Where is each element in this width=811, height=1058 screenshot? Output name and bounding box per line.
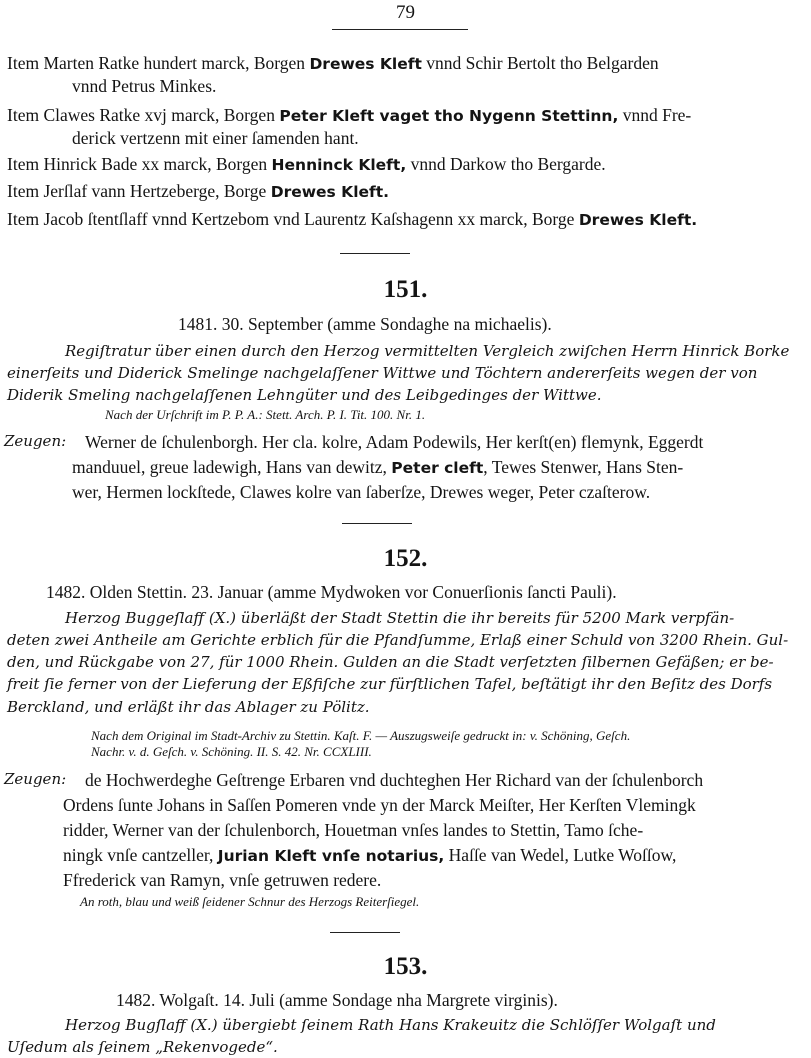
summary-line: Herzog Buggeſlaff (X.) überläßt der Stadt Stettin die ihr bereits für 5200 Mark verpfän-: [65, 609, 735, 627]
summary-line: Diderik Smeling nachgelaſſenen Lehngüter und des Leibgedinges der Wittwe.: [7, 386, 602, 404]
item-text: vnnd Petrus Minkes.: [72, 76, 217, 96]
item-line: [7, 153, 606, 176]
section-divider: [340, 253, 410, 254]
item-line: [7, 104, 691, 127]
source-note: Nach der Urſchrift im P. P. A.: Stett. Arch. P. I. Tit. 100. Nr. 1.: [105, 407, 426, 422]
witness-line: Ordens ſunte Johans in Saſſen Pomeren vnde yn der Marck Meiſter, Her Kerſten Vlemingk: [63, 795, 696, 815]
surety-name: Drewes Kleft.: [578, 211, 698, 229]
page-number-rule: [332, 29, 468, 30]
summary-line: Regiſtratur über einen durch den Herzog vermittelten Vergleich zwiſchen Herrn Hinrick Borke: [65, 342, 790, 360]
item-line: [7, 208, 697, 231]
item-text: vnnd Fre-: [618, 105, 692, 125]
summary-line: den, und Rückgabe von 27, für 1000 Rhein. Gulden an die Stadt verſetzten ſilbernen Gefäßen; er be-: [7, 653, 774, 671]
summary-line: einerſeits und Diderick Smelinge nachgelaſſener Wittwe und Töchtern andererſeits wegen der von: [7, 364, 758, 382]
summary-line: deten zwei Antheile am Gerichte erblich für die Pfandſumme, Erlaß einer Schuld von 3200 Rhein. Gul-: [7, 631, 789, 649]
summary-line: Uſedum als ſeinem „Rekenvogede“.: [7, 1038, 278, 1056]
surety-name: Peter cleft: [391, 459, 484, 477]
witness-line: [63, 844, 676, 867]
item-text: vnnd Schir Bertolt tho Belgarden: [421, 53, 659, 73]
page-number: 79: [396, 2, 415, 23]
document-date: 1482. Wolgaſt. 14. Juli (amme Sondage nha Margrete virginis).: [116, 990, 558, 1010]
item-line: [72, 127, 359, 149]
witness-text: manduuel, greue ladewigh, Hans van dewitz,: [72, 457, 392, 477]
source-note: Nachr. v. d. Geſch. v. Schöning. II. S. 42. Nr. CCXLIII.: [91, 744, 372, 759]
item-text: derick vertzenn mit einer ſamenden hant.: [72, 128, 359, 148]
surety-name: Henninck Kleft,: [271, 156, 407, 174]
surety-name: Peter Kleft vaget tho Nygenn Stettinn,: [279, 107, 619, 125]
item-text: Item Clawes Ratke xvj marck, Borgen: [7, 105, 280, 125]
witnesses-label: Zeugen:: [4, 432, 67, 450]
summary-line: freit ſie ferner von der Lieferung der Eßfiſche zur fürſtlichen Tafel, beſtätigt ihr den Beſitz des Dorfs: [7, 675, 773, 693]
seal-note: An roth, blau und weiß ſeidener Schnur des Herzogs Reiterſiegel.: [80, 894, 420, 909]
item-text: Item Hinrick Bade xx marck, Borgen: [7, 154, 272, 174]
document-date: 1481. 30. September (amme Sondaghe na michaelis).: [178, 314, 552, 334]
surety-name: Jurian Kleft: [217, 847, 317, 865]
witness-line: [72, 456, 683, 479]
item-line: [7, 52, 659, 75]
witness-line: de Hochwerdeghe Geſtrenge Erbaren vnd duchteghen Her Richard van der ſchulenborch: [85, 770, 704, 790]
summary-line: Berckland, und erläßt ihr das Ablager zu Pölitz.: [7, 698, 370, 716]
document-number: 153.: [383, 953, 428, 980]
surety-name: Drewes Kleft: [309, 55, 422, 73]
document-number: 151.: [383, 276, 428, 303]
item-text: vnnd Darkow tho Bergarde.: [406, 154, 606, 174]
witness-line: Ffrederick van Ramyn, vnſe getruwen redere.: [63, 870, 382, 890]
witness-text: , Tewes Stenwer, Hans Sten-: [483, 457, 684, 477]
summary-line: Herzog Bugſlaff (X.) übergiebt ſeinem Rath Hans Krakeuitz die Schlöſſer Wolgaſt und: [65, 1016, 716, 1034]
document-number: 152.: [383, 545, 428, 572]
source-note: Nach dem Original im Stadt-Archiv zu Stettin. Kaſt. F. — Auszugsweiſe gedruckt in: v. Schöning, Geſch.: [91, 728, 631, 743]
item-line: [72, 75, 216, 97]
document-date: 1482. Olden Stettin. 23. Januar (amme Mydwoken vor Conuerſionis ſancti Pauli).: [46, 582, 617, 602]
item-text: Item Marten Ratke hundert marck, Borgen: [7, 53, 310, 73]
surety-name: Drewes Kleft.: [270, 183, 390, 201]
witness-line: ridder, Werner van der ſchulenborch, Houetman vnſes landes to Stettin, Tamo ſche-: [63, 820, 644, 840]
witness-text: vnſe notarius,: [316, 847, 445, 865]
section-divider: [342, 523, 412, 524]
witness-text: Haſſe van Wedel, Lutke Woſſow,: [444, 845, 677, 865]
witness-line: Werner de ſchulenborgh. Her cla. kolre, Adam Podewils, Her kerſt(en) flemynk, Eggerdt: [85, 432, 704, 452]
witness-line: wer, Hermen lockſtede, Clawes kolre van ſaberſze, Drewes weger, Peter czaſterow.: [72, 482, 651, 502]
item-text: Item Jerſlaf vann Hertzeberge, Borge: [7, 181, 271, 201]
section-divider: [330, 932, 400, 933]
witnesses-label: Zeugen:: [4, 770, 67, 788]
witness-text: ningk vnſe cantzeller,: [63, 845, 218, 865]
item-line: [7, 180, 389, 203]
item-text: Item Jacob ſtentſlaff vnnd Kertzebom vnd Laurentz Kaſshagenn xx marck, Borge: [7, 209, 579, 229]
